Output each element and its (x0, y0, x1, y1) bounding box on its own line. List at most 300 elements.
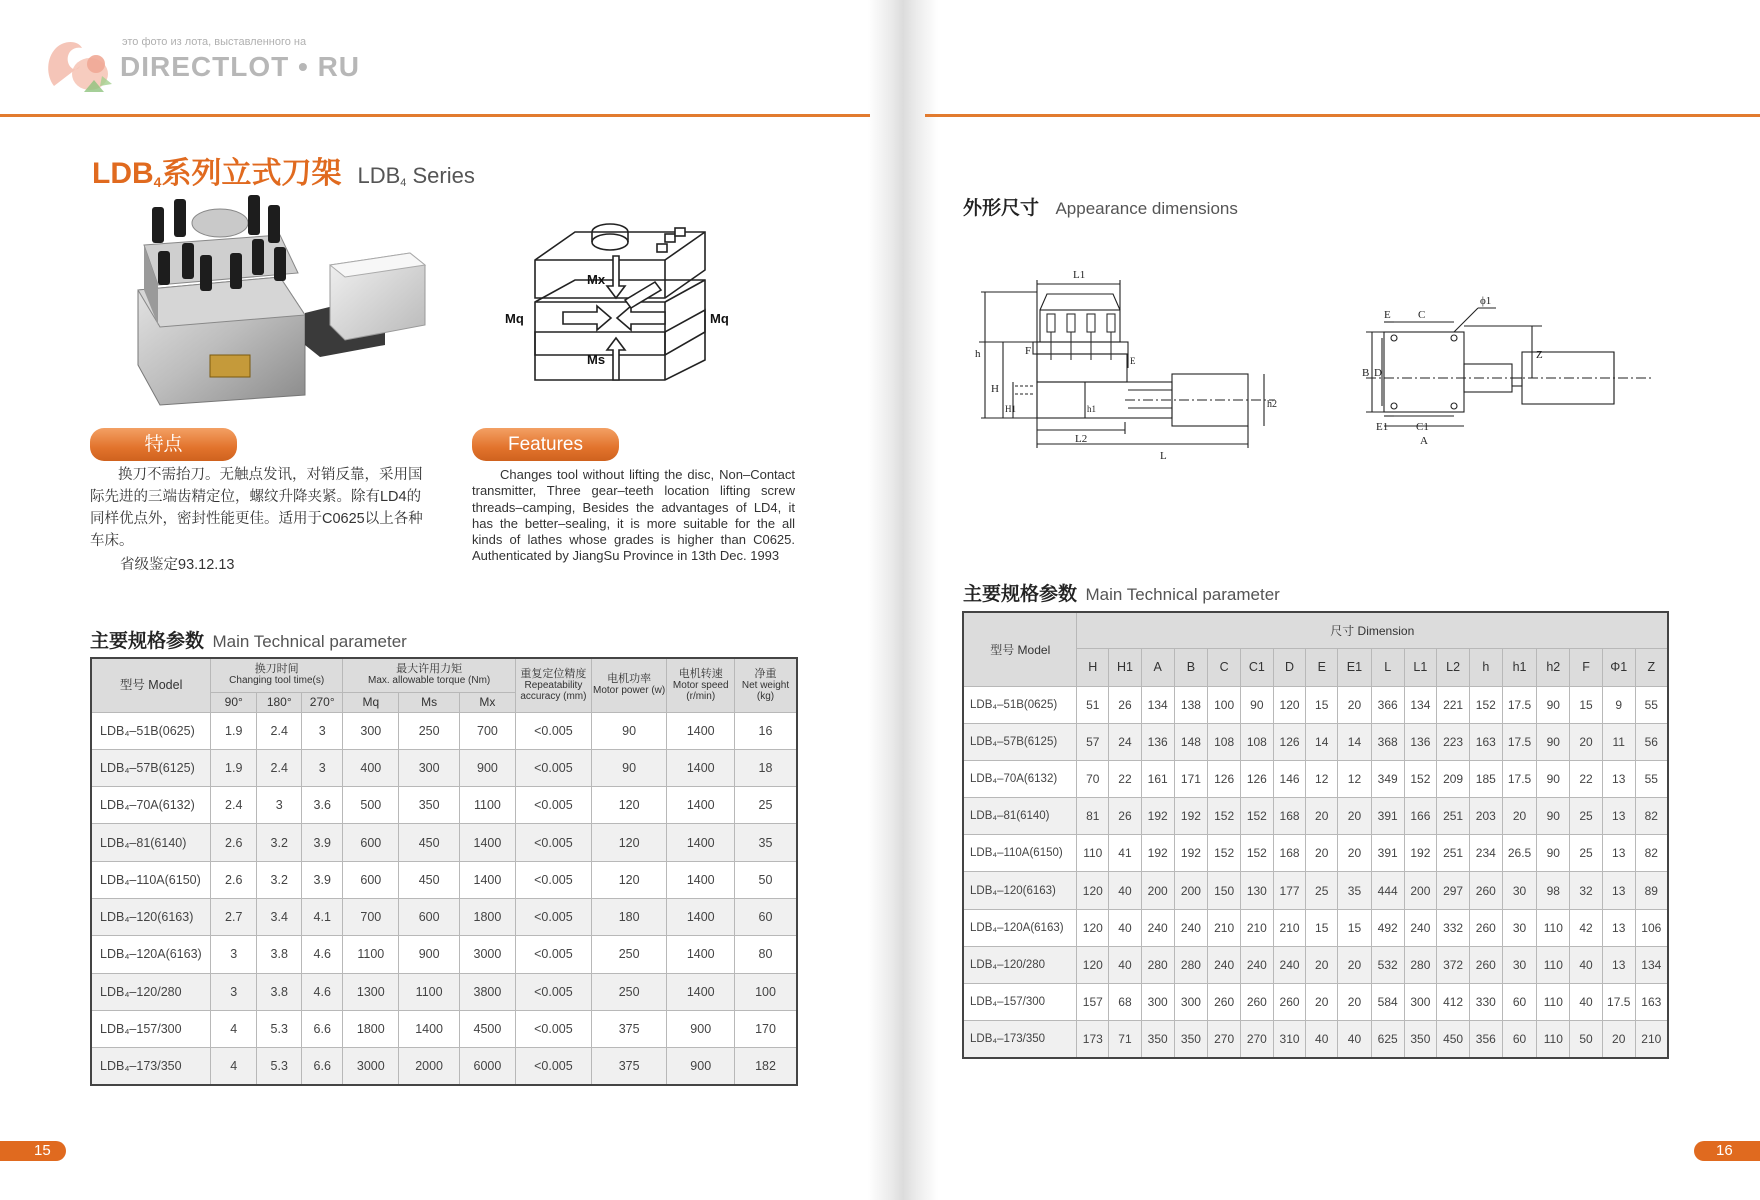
dim-F: F (1025, 345, 1032, 357)
table-cell: 55 (1635, 686, 1668, 723)
table-cell: 372 (1437, 946, 1470, 983)
table-cell: 26.5 (1502, 835, 1537, 872)
table-cell: 152 (1241, 798, 1274, 835)
table-cell: 126 (1241, 760, 1274, 797)
speed-en: Motor speed (r/min) (672, 679, 729, 702)
dim-H: H (991, 383, 999, 395)
table-cell: 30 (1502, 909, 1537, 946)
table-cell: 120 (1077, 946, 1109, 983)
title-cn-suffix: 系列立式刀架 (161, 157, 342, 190)
table-cell: 221 (1437, 686, 1470, 723)
table-cell: 700 (459, 712, 515, 749)
table-cell: 110 (1537, 946, 1570, 983)
table-cell: 1100 (399, 973, 459, 1010)
table-cell: 3.8 (257, 936, 302, 973)
table-cell: 270 (1241, 1021, 1274, 1058)
sub-mq: Mq (343, 692, 399, 712)
table-cell: 400 (343, 749, 399, 786)
torque-diagram (505, 220, 735, 400)
table-cell: 4.6 (302, 936, 343, 973)
table-cell: 5.3 (257, 1048, 302, 1085)
table-cell: <0.005 (516, 824, 592, 861)
table-cell: 1.9 (211, 749, 257, 786)
table-cell: 41 (1109, 835, 1142, 872)
table-row (91, 749, 797, 786)
table-cell: 270 (1208, 1021, 1241, 1058)
table-cell: 1400 (667, 749, 735, 786)
table-cell: 532 (1371, 946, 1404, 983)
dimension-column-header: E1 (1338, 648, 1372, 686)
power-en: Motor power (w) (592, 685, 666, 697)
table-cell: 120 (1273, 686, 1306, 723)
left-table-heading-en: Main Technical parameter (212, 632, 407, 651)
table-cell: 25 (1570, 798, 1603, 835)
table-cell: 22 (1570, 760, 1603, 797)
technical-parameter-table (90, 657, 798, 1086)
table-cell: 1400 (667, 973, 735, 1010)
model-cell: LDB₄–120/280 (963, 946, 1077, 983)
dim-E1: E1 (1376, 421, 1389, 433)
table-cell: 3.9 (302, 824, 343, 861)
model-cell: LDB₄–81(6140) (963, 798, 1077, 835)
model-cell: LDB₄–51B(0625) (963, 686, 1077, 723)
table-cell: 106 (1635, 909, 1668, 946)
table-cell: 136 (1404, 723, 1437, 760)
dimension-column-header: E (1306, 648, 1338, 686)
table-cell: 260 (1273, 984, 1306, 1021)
table-cell: 90 (591, 749, 667, 786)
dimension-column-header: H1 (1109, 648, 1142, 686)
table-cell: 13 (1602, 946, 1635, 983)
title-cn-sub: 4 (153, 174, 162, 190)
table-cell: <0.005 (516, 973, 592, 1010)
page-number-right: 16 (1694, 1141, 1760, 1161)
table-cell: 391 (1371, 798, 1404, 835)
dim-C1: C1 (1416, 421, 1429, 433)
table-cell: 3.2 (257, 861, 302, 898)
table-cell: 90 (1537, 686, 1570, 723)
table-cell: 177 (1273, 872, 1306, 909)
table-cell: 17.5 (1502, 723, 1537, 760)
table-cell: 356 (1469, 1021, 1502, 1058)
table-cell: 152 (1469, 686, 1502, 723)
table-cell: 60 (734, 898, 797, 935)
table-cell: 375 (591, 1048, 667, 1085)
table-cell: 297 (1437, 872, 1470, 909)
table-cell: 200 (1174, 872, 1208, 909)
table-cell: 3.2 (257, 824, 302, 861)
table-cell: 2.4 (211, 787, 257, 824)
table-cell: <0.005 (516, 749, 592, 786)
table-cell: 90 (591, 712, 667, 749)
table-row (963, 723, 1668, 760)
title-en-suffix: Series (406, 163, 475, 188)
model-cell: LDB₄–81(6140) (91, 824, 211, 861)
dimension-column-header: C1 (1241, 648, 1274, 686)
table-cell: 2.6 (211, 824, 257, 861)
table-cell: 13 (1602, 835, 1635, 872)
table-cell: 57 (1077, 723, 1109, 760)
table-cell: 13 (1602, 909, 1635, 946)
sub-180: 180° (257, 692, 302, 712)
table-cell: 51 (1077, 686, 1109, 723)
table-row (91, 861, 797, 898)
table-cell: 170 (734, 1010, 797, 1047)
table-cell: 192 (1174, 798, 1208, 835)
table-cell: 120 (1077, 909, 1109, 946)
table-cell: 500 (343, 787, 399, 824)
table-cell: 130 (1241, 872, 1274, 909)
dimension-table (962, 611, 1669, 1059)
right-table-heading-cn: 主要规格参数 (963, 584, 1078, 605)
table-cell: 3 (257, 787, 302, 824)
col-speed (667, 658, 735, 712)
table-cell: 4 (211, 1010, 257, 1047)
table-cell: 120 (1077, 872, 1109, 909)
table-cell: 250 (399, 712, 459, 749)
table-cell: 900 (399, 936, 459, 973)
table-row (91, 787, 797, 824)
table-row (963, 835, 1668, 872)
table-cell: 192 (1404, 835, 1437, 872)
table-cell: 100 (734, 973, 797, 1010)
title-cn-prefix: LDB (92, 157, 154, 190)
tool-post-photo (130, 195, 430, 410)
table-cell: <0.005 (516, 898, 592, 935)
features-en-text: Changes tool without lifting the disc, Non–Contact transmitter, Three gear–teeth location lifting screw threads–camping, Besides the advantages of LD4, it has the better–sealing, it is more suitable for the all kinds of lathes whose grades is higher than C0625. Authenticated by JiangSu Province in 13th Dec. 1993 (472, 467, 795, 564)
dim-h: h (975, 348, 981, 360)
table-cell: 146 (1273, 760, 1306, 797)
table-cell: 1400 (667, 861, 735, 898)
table-cell: 3800 (459, 973, 515, 1010)
table-cell: 157 (1077, 984, 1109, 1021)
mq-right-label: Mq (710, 311, 729, 326)
table-cell: 60 (1502, 984, 1537, 1021)
table-cell: 110 (1537, 1021, 1570, 1058)
table-cell: 98 (1537, 872, 1570, 909)
table-cell: 82 (1635, 798, 1668, 835)
table-cell: 12 (1306, 760, 1338, 797)
table-cell: 14 (1338, 723, 1372, 760)
table-cell: 81 (1077, 798, 1109, 835)
table-cell: 17.5 (1502, 686, 1537, 723)
model-cell: LDB₄–110A(6150) (963, 835, 1077, 872)
table-cell: 80 (734, 936, 797, 973)
speed-cn: 电机转速 (678, 667, 723, 680)
table-cell: 251 (1437, 835, 1470, 872)
table-cell: 70 (1077, 760, 1109, 797)
dimension-column-header: D (1273, 648, 1306, 686)
table-cell: 82 (1635, 835, 1668, 872)
table-cell: 40 (1109, 909, 1142, 946)
table-cell: 163 (1635, 984, 1668, 1021)
table-cell: 300 (1404, 984, 1437, 1021)
table-cell: 600 (343, 861, 399, 898)
model-cell: LDB₄–110A(6150) (91, 861, 211, 898)
table-cell: 240 (1273, 946, 1306, 983)
table-cell: 20 (1338, 798, 1372, 835)
table-cell: 90 (1537, 798, 1570, 835)
table-row (91, 712, 797, 749)
table-cell: 368 (1371, 723, 1404, 760)
sub-90: 90° (211, 692, 257, 712)
table-cell: 50 (1570, 1021, 1603, 1058)
table-cell: 182 (734, 1048, 797, 1085)
table-cell: 32 (1570, 872, 1603, 909)
table-cell: 15 (1306, 686, 1338, 723)
table-cell: 14 (1306, 723, 1338, 760)
table-cell: 2.4 (257, 749, 302, 786)
table-cell: 3000 (343, 1048, 399, 1085)
model-cell: LDB₄–120(6163) (91, 898, 211, 935)
table-cell: 391 (1371, 835, 1404, 872)
dim-E: E (1130, 356, 1136, 366)
table-cell: 35 (734, 824, 797, 861)
table-cell: 1400 (459, 861, 515, 898)
dimension-column-header: C (1208, 648, 1241, 686)
table-cell: 240 (1141, 909, 1174, 946)
appearance-heading-cn: 外形尺寸 (963, 198, 1040, 219)
table-cell: 260 (1241, 984, 1274, 1021)
accuracy-en: Repeatability accuracy (mm) (520, 679, 587, 702)
table-cell: 9 (1602, 686, 1635, 723)
dim-col-model: 型号 Model (963, 612, 1077, 686)
table-cell: 900 (667, 1010, 735, 1047)
table-cell: 15 (1338, 909, 1372, 946)
table-cell: 134 (1141, 686, 1174, 723)
table-cell: 17.5 (1502, 760, 1537, 797)
table-cell: 200 (1404, 872, 1437, 909)
table-cell: 168 (1273, 798, 1306, 835)
appearance-heading (963, 193, 1238, 220)
table-cell: 900 (459, 749, 515, 786)
table-cell: 1400 (667, 898, 735, 935)
table-cell: 250 (591, 936, 667, 973)
table-cell: 2.6 (211, 861, 257, 898)
table-cell: 148 (1174, 723, 1208, 760)
table-cell: 171 (1174, 760, 1208, 797)
table-cell: 350 (399, 787, 459, 824)
title-cn (92, 157, 341, 190)
table-cell: 20 (1338, 835, 1372, 872)
table-cell: 17.5 (1602, 984, 1635, 1021)
table-cell: 42 (1570, 909, 1603, 946)
table-cell: 5.3 (257, 1010, 302, 1047)
table-cell: 90 (1537, 835, 1570, 872)
table-cell: 209 (1437, 760, 1470, 797)
table-cell: 16 (734, 712, 797, 749)
table-cell: 60 (1502, 1021, 1537, 1058)
table-row (91, 824, 797, 861)
table-cell: 210 (1208, 909, 1241, 946)
table-cell: <0.005 (516, 861, 592, 898)
model-cell: LDB₄–173/350 (963, 1021, 1077, 1058)
dim-h1: h1 (1087, 404, 1096, 414)
dim-h2: h2 (1267, 399, 1277, 410)
table-cell: 89 (1635, 872, 1668, 909)
table-cell: 152 (1241, 835, 1274, 872)
table-cell: 450 (399, 861, 459, 898)
table-cell: 3.4 (257, 898, 302, 935)
table-row (963, 760, 1668, 797)
table-cell: 40 (1570, 946, 1603, 983)
table-cell: 40 (1570, 984, 1603, 1021)
table-cell: 210 (1635, 1021, 1668, 1058)
mx-label: Mx (587, 272, 606, 287)
table-cell: 200 (1141, 872, 1174, 909)
table-cell: 300 (1141, 984, 1174, 1021)
col-changing-time (211, 658, 343, 692)
table-cell: 192 (1141, 835, 1174, 872)
table-cell: 24 (1109, 723, 1142, 760)
table-cell: 163 (1469, 723, 1502, 760)
table-cell: 15 (1306, 909, 1338, 946)
weight-en: Net weight (kg) (741, 679, 790, 702)
table-cell: 152 (1208, 835, 1241, 872)
table-cell: 40 (1306, 1021, 1338, 1058)
table-cell: 26 (1109, 686, 1142, 723)
table-cell: 20 (1306, 946, 1338, 983)
table-cell: 260 (1208, 984, 1241, 1021)
dimension-column-header: Z (1635, 648, 1668, 686)
table-cell: 1400 (667, 936, 735, 973)
table-cell: 56 (1635, 723, 1668, 760)
table-cell: 250 (591, 973, 667, 1010)
table-cell: 20 (1306, 984, 1338, 1021)
title-en-prefix: LDB (357, 163, 401, 188)
table-cell: 15 (1570, 686, 1603, 723)
table-cell: 1400 (667, 787, 735, 824)
header-rule-left (0, 114, 870, 117)
table-cell: 600 (343, 824, 399, 861)
dimension-column-header: L (1371, 648, 1404, 686)
table-cell: 240 (1208, 946, 1241, 983)
dim-Z: Z (1536, 349, 1543, 361)
table-cell: 173 (1077, 1021, 1109, 1058)
table-cell: 13 (1602, 760, 1635, 797)
table-cell: 2.7 (211, 898, 257, 935)
mq-left-label: Mq (505, 311, 524, 326)
dimension-column-header: B (1174, 648, 1208, 686)
table-cell: 152 (1404, 760, 1437, 797)
left-table-heading-cn: 主要规格参数 (90, 631, 205, 652)
table-cell: 30 (1502, 872, 1537, 909)
table-cell: 13 (1602, 872, 1635, 909)
table-cell: <0.005 (516, 712, 592, 749)
table-cell: 3 (211, 973, 257, 1010)
table-cell: 260 (1469, 872, 1502, 909)
table-cell: 625 (1371, 1021, 1404, 1058)
dim-B: B (1362, 367, 1370, 379)
table-cell: 6.6 (302, 1010, 343, 1047)
table-row (963, 909, 1668, 946)
dim-C: C (1418, 309, 1426, 321)
table-cell: 260 (1469, 909, 1502, 946)
table-cell: 90 (1241, 686, 1274, 723)
table-cell: 492 (1371, 909, 1404, 946)
table-cell: 234 (1469, 835, 1502, 872)
table-cell: 3.9 (302, 861, 343, 898)
dimension-column-header: h (1469, 648, 1502, 686)
table-cell: 25 (1306, 872, 1338, 909)
table-cell: 25 (734, 787, 797, 824)
features-cn-badge: 特点 (90, 428, 237, 461)
table-cell: 134 (1404, 686, 1437, 723)
page-number-left: 15 (0, 1141, 66, 1161)
table-cell: 71 (1109, 1021, 1142, 1058)
table-cell: 40 (1109, 872, 1142, 909)
table-cell: 210 (1273, 909, 1306, 946)
watermark-caption: это фото из лота, выставленного на (122, 36, 307, 48)
table-cell: 310 (1273, 1021, 1306, 1058)
header-rule-right (925, 114, 1760, 117)
changing-time-cn: 换刀时间 (254, 663, 299, 676)
table-cell: 192 (1174, 835, 1208, 872)
model-cell: LDB₄–120A(6163) (963, 909, 1077, 946)
table-cell: 100 (1208, 686, 1241, 723)
dim-E-top: E (1384, 309, 1391, 321)
table-cell: 3 (302, 749, 343, 786)
table-row (963, 872, 1668, 909)
technical-parameter-body (91, 712, 797, 1085)
table-cell: 12 (1338, 760, 1372, 797)
col-power (591, 658, 667, 712)
dimension-column-header: h1 (1502, 648, 1537, 686)
table-row (91, 1010, 797, 1047)
table-cell: <0.005 (516, 936, 592, 973)
table-cell: 20 (1570, 723, 1603, 760)
title-en (357, 163, 474, 188)
table-cell: 1.9 (211, 712, 257, 749)
table-cell: 180 (591, 898, 667, 935)
model-cell: LDB₄–70A(6132) (963, 760, 1077, 797)
dim-L1: L1 (1073, 269, 1086, 281)
table-cell: 108 (1241, 723, 1274, 760)
table-cell: 25 (1570, 835, 1603, 872)
torque-en: Max. allowable torque (Nm) (367, 675, 491, 687)
table-cell: 20 (1338, 686, 1372, 723)
table-cell: 1100 (459, 787, 515, 824)
table-cell: 50 (734, 861, 797, 898)
power-cn: 电机功率 (607, 673, 652, 686)
table-row (963, 686, 1668, 723)
table-row (91, 898, 797, 935)
dimension-column-header: F (1570, 648, 1603, 686)
features-cn-text: 换刀不需抬刀。无触点发讯，对销反靠，采用国际先进的三端齿精定位，螺纹升降夹紧。除有LD4的同样优点外，密封性能更佳。适用于C0625以上各种车床。 (90, 467, 423, 549)
table-cell: 4.6 (302, 973, 343, 1010)
table-cell: 350 (1174, 1021, 1208, 1058)
table-cell: 444 (1371, 872, 1404, 909)
table-cell: 600 (399, 898, 459, 935)
sub-270: 270° (302, 692, 343, 712)
dim-L2: L2 (1075, 433, 1088, 445)
table-cell: 450 (1437, 1021, 1470, 1058)
table-cell: 13 (1602, 798, 1635, 835)
table-cell: 110 (1537, 909, 1570, 946)
top-view-drawing (1362, 292, 1662, 472)
model-cell: LDB₄–57B(6125) (963, 723, 1077, 760)
dim-H1: H1 (1005, 404, 1016, 414)
table-row (963, 984, 1668, 1021)
table-cell: 126 (1208, 760, 1241, 797)
table-cell: 366 (1371, 686, 1404, 723)
dimension-body (963, 686, 1668, 1058)
dimension-column-header: L2 (1437, 648, 1470, 686)
dimension-column-header: Φ1 (1602, 648, 1635, 686)
table-cell: 68 (1109, 984, 1142, 1021)
table-cell: 35 (1338, 872, 1372, 909)
table-cell: 136 (1141, 723, 1174, 760)
